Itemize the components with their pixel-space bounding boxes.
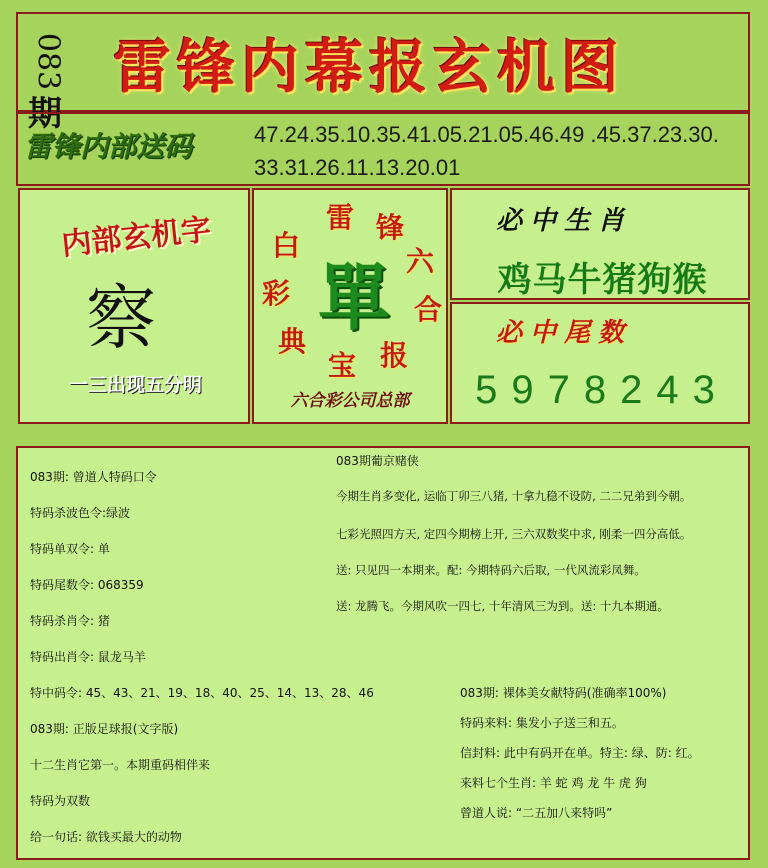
right-top-line: 083期葡京赌侠 — [336, 454, 419, 468]
right-top-line: 送: 龙腾飞。今期风吹一四七, 十年清风三为到。送: 十九本期通。 — [336, 599, 669, 613]
tail-digits: 5978243 — [475, 368, 729, 412]
right-top-line: 今期生肖多变化, 运临丁卯三八猪, 十拿九稳不设防, 二二兄弟到今朝。 — [336, 489, 692, 503]
numbers-line-2: 33.31.26.11.13.20.01 — [254, 155, 461, 180]
left-line: 特码杀波色令:绿波 — [30, 506, 131, 520]
ring-char: 锋 — [376, 211, 405, 244]
right-bottom-line: 信封料: 此中有码开在单。特主: 绿、防: 红。 — [460, 746, 700, 760]
internal-numbers — [254, 118, 744, 184]
ring-char: 合 — [414, 293, 443, 326]
left-line: 十二生肖它第一。本期重码相伴来 — [30, 758, 211, 772]
page-title: 雷锋内幕报玄机图 — [112, 33, 625, 101]
secret-word-char: 察 — [86, 277, 156, 359]
issue-suffix: 期 — [28, 94, 62, 134]
left-line: 083期: 正版足球报(文字版) — [30, 722, 179, 736]
center-big-char: 單 — [318, 255, 391, 340]
left-line: 083期: 曾道人特码口令 — [30, 470, 157, 484]
ring-char: 彩 — [262, 277, 291, 310]
left-line: 特中码令: 45、43、21、19、18、40、25、14、13、28、46 — [30, 686, 374, 700]
left-line: 特码尾数令: 068359 — [30, 578, 144, 592]
ring-char: 雷 — [326, 201, 355, 234]
right-bottom-line: 083期: 裸体美女献特码(准确率100%) — [460, 686, 667, 700]
numbers-line-1: 47.24.35.10.35.41.05.21.05.46.49 .45.37.23.30. — [254, 122, 719, 147]
tail-title: 必中尾数 — [496, 318, 633, 348]
left-line: 特码出肖令: 鼠龙马羊 — [30, 650, 146, 664]
secret-word-title: 内部玄机字 — [59, 212, 213, 263]
left-line: 特码单双令: 单 — [30, 542, 110, 556]
internal-numbers-label: 雷锋内部送码 — [24, 130, 193, 163]
right-top-line: 送: 只见四一本期来。配: 今期特码六后取, 一代风流彩凤舞。 — [336, 563, 646, 577]
left-line: 特码为双数 — [30, 794, 91, 808]
company-name: 六合彩公司总部 — [290, 391, 410, 411]
left-line: 给一句话: 欲钱买最大的动物 — [30, 830, 182, 844]
issue-number: 083 — [30, 32, 66, 91]
right-bottom-line: 特码来料: 集发小子送三和五。 — [460, 716, 624, 730]
ring-char: 典 — [278, 325, 307, 358]
zodiac-list: 鸡马牛猪狗猴 — [497, 260, 708, 300]
ring-char: 白 — [272, 229, 301, 262]
right-bottom-line: 曾道人说: “二五加八来特吗” — [460, 806, 613, 820]
ring-char: 报 — [380, 339, 409, 372]
left-line: 特码杀肖令: 猪 — [30, 614, 110, 628]
secret-word-note: 一三出现五分明 — [68, 374, 202, 396]
right-top-line: 七彩光照四方天, 定四今期榜上开, 三六双数奖中求, 刚柔一四分高低。 — [336, 527, 692, 541]
ring-char: 宝 — [328, 349, 357, 382]
right-bottom-line: 来料七个生肖: 羊 蛇 鸡 龙 牛 虎 狗 — [460, 776, 647, 790]
zodiac-title: 必中生肖 — [496, 206, 633, 236]
ring-char: 六 — [406, 245, 435, 278]
issue-block — [26, 16, 66, 134]
